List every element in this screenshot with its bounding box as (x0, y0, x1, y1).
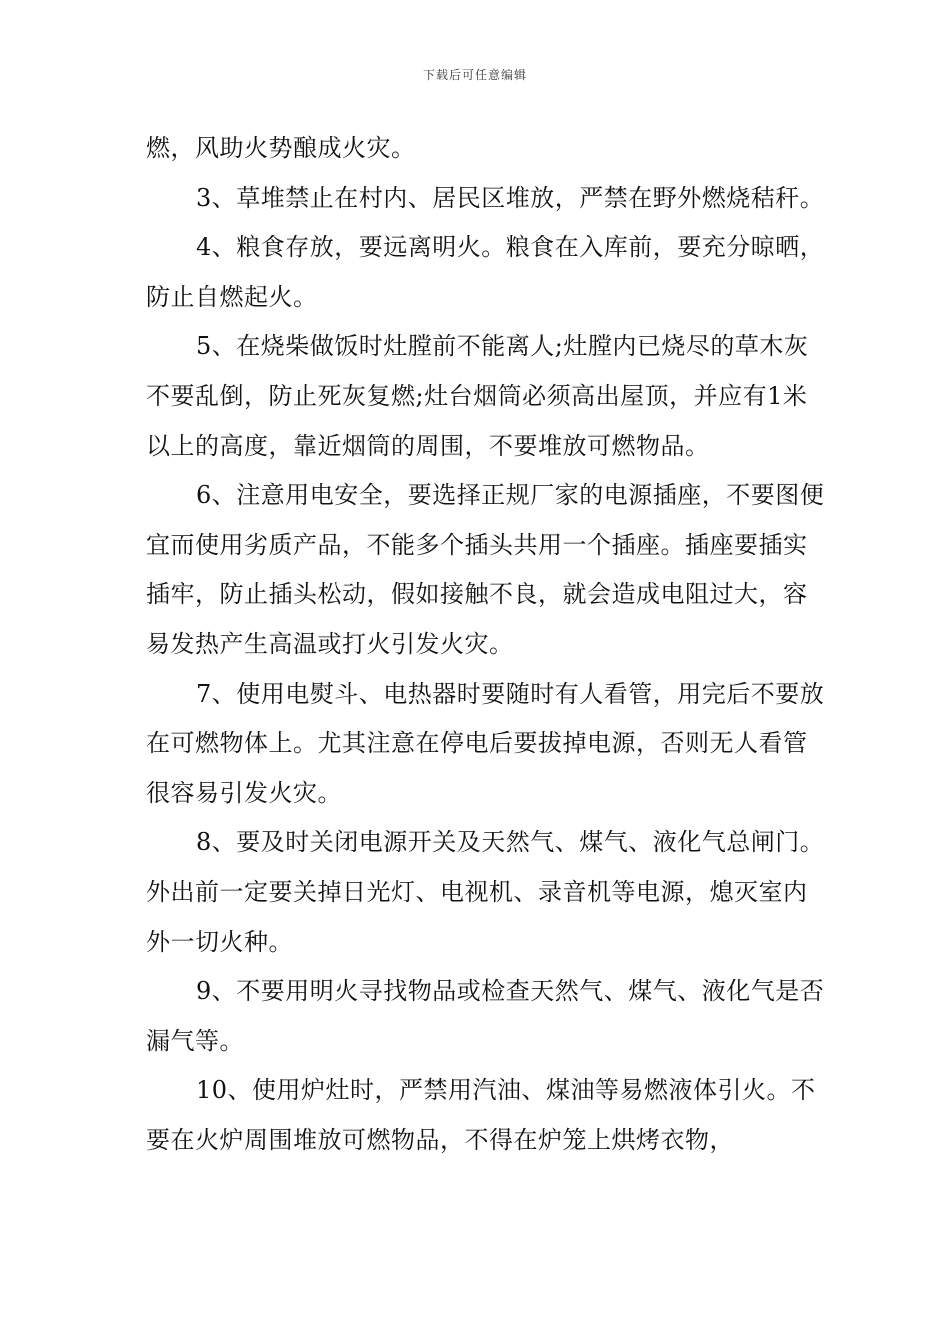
paragraph-item-7: 7、使用电熨斗、电热器时要随时有人看管，用完后不要放在可燃物体上。尤其注意在停电后要拔掉电源，否则无人看管很容易引发火灾。 (146, 679, 825, 807)
page-header-note: 下载后可任意编辑 (422, 68, 527, 82)
paragraph-item-4: 4、粮食存放，要远离明火。粮食在入库前，要充分晾晒，防止自燃起火。 (146, 233, 825, 311)
document-body (146, 124, 826, 1165)
paragraph-item-8: 8、要及时关闭电源开关及天然气、煤气、液化气总闸门。外出前一定要关掉日光灯、电视机、录音机等电源，熄灭室内外一切火种。 (146, 828, 825, 956)
paragraph-item-10: 10、使用炉灶时，严禁用汽油、煤油等易燃液体引火。不要在火炉周围堆放可燃物品，不得在炉笼上烘烤衣物， (146, 1076, 816, 1154)
paragraph-item-9: 9、不要用明火寻找物品或检查天然气、煤气、液化气是否漏气等。 (146, 977, 825, 1055)
paragraph-item-3: 3、草堆禁止在村内、居民区堆放，严禁在野外燃烧秸秆。 (196, 183, 825, 212)
paragraph-continuation: 燃，风助火势酿成火灾。 (146, 134, 416, 162)
paragraph-item-6: 6、注意用电安全，要选择正规厂家的电源插座，不要图便宜而使用劣质产品，不能多个插头共用一个插座。插座要插实插牢，防止插头松动，假如接触不良，就会造成电阻过大，容易发热产生高温或打火引发火灾。 (146, 481, 825, 658)
paragraph-item-5: 5、在烧柴做饭时灶膛前不能离人;灶膛内已烧尽的草木灰不要乱倒，防止死灰复燃;灶台烟筒必须高出屋顶，并应有1米以上的高度，靠近烟筒的周围，不要堆放可燃物品。 (146, 332, 809, 460)
